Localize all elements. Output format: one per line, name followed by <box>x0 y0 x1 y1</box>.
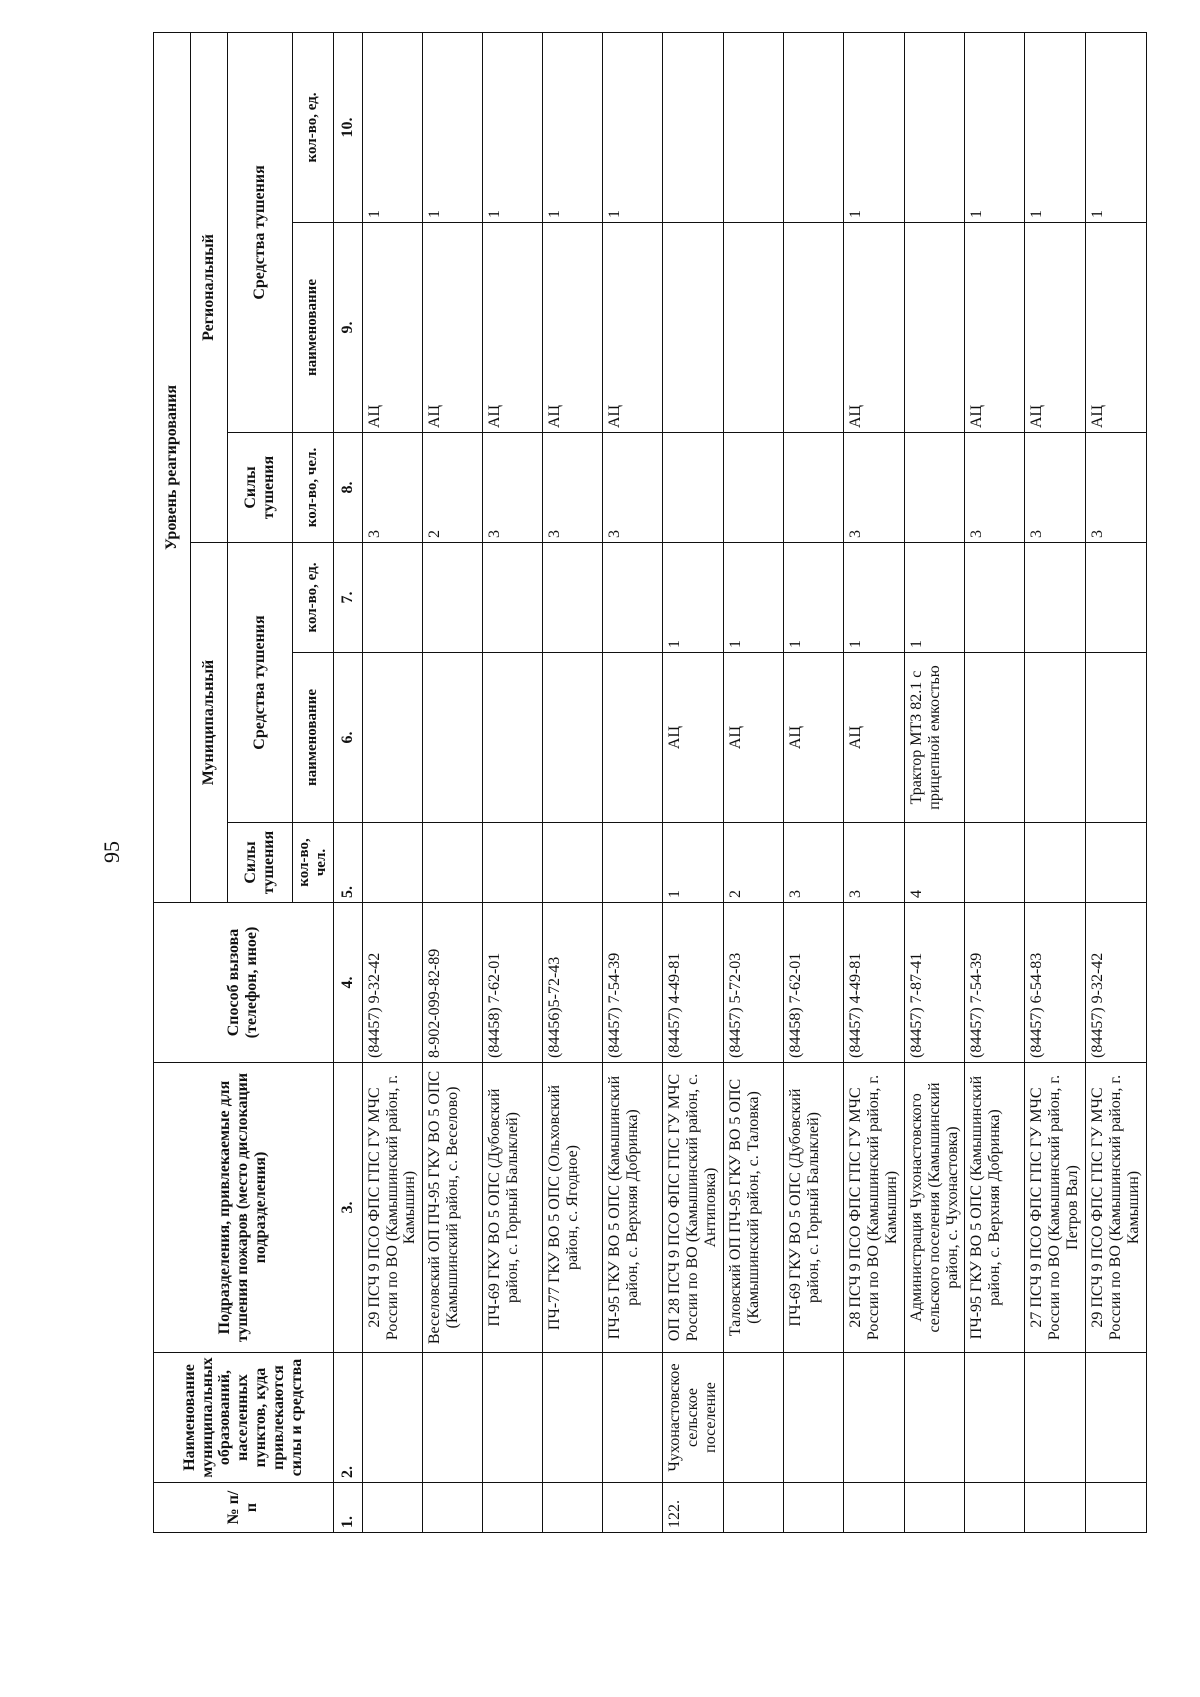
row-municipal-people <box>362 823 423 903</box>
row-unit: ПЧ-69 ГКУ ВО 5 ОПС (Дубовский район, с. Горный Балыклей) <box>784 1063 844 1353</box>
row-municipal-people <box>483 823 543 903</box>
row-phone: (84458) 7-62-01 <box>784 903 844 1063</box>
row-unit: ПЧ-95 ГКУ ВО 5 ОПС (Камышинский район, с. Верхняя Добринка) <box>603 1063 663 1353</box>
row-settlement <box>362 1353 423 1483</box>
rotated-table-container <box>153 33 1173 1533</box>
row-municipal-means-name: АЦ <box>724 653 784 823</box>
row-regional-means-name: АЦ <box>844 223 905 433</box>
row-unit: 29 ПСЧ 9 ПСО ФПС ГПС ГУ МЧС России по ВО (Камышинский район, г. Камышин) <box>362 1063 423 1353</box>
row-regional-people: 3 <box>1025 433 1086 543</box>
row-settlement <box>1025 1353 1086 1483</box>
row-regional-means-qty <box>784 32 844 222</box>
row-regional-means-qty: 1 <box>423 32 483 222</box>
row-regional-means-qty: 1 <box>1025 32 1086 222</box>
row-regional-means-name <box>663 223 724 433</box>
row-unit: Веселовский ОП ПЧ-95 ГКУ ВО 5 ОПС (Камышинский район, с. Веселово) <box>423 1063 483 1353</box>
row-phone: (84458) 7-62-01 <box>483 903 543 1063</box>
table-row <box>663 32 724 1532</box>
row-unit: ПЧ-95 ГКУ ВО 5 ОПС (Камышинский район, с. Верхняя Добринка) <box>965 1063 1025 1353</box>
row-phone: (84457) 6-54-83 <box>1025 903 1086 1063</box>
row-number <box>724 1483 784 1533</box>
row-municipal-means-qty <box>965 543 1025 653</box>
table-row <box>603 32 663 1532</box>
row-settlement <box>1086 1353 1147 1483</box>
row-settlement <box>844 1353 905 1483</box>
row-regional-means-qty <box>724 32 784 222</box>
row-phone: (84457) 9-32-42 <box>362 903 423 1063</box>
row-municipal-people <box>603 823 663 903</box>
header-number: № п/п <box>154 1483 334 1533</box>
column-number: 6. <box>333 653 362 823</box>
row-municipal-means-name: АЦ <box>663 653 724 823</box>
header-settlement: Наименование муниципальных образований, населенных пунктов, куда привлекаются силы и средства <box>154 1353 334 1483</box>
row-unit: 27 ПСЧ 9 ПСО ФПС ГПС ГУ МЧС России по ВО (Камышинский район, г. Петров Вал) <box>1025 1063 1086 1353</box>
row-phone: (84457) 7-87-41 <box>904 903 965 1063</box>
row-regional-means-qty <box>663 32 724 222</box>
header-response-level: Уровень реагирования <box>154 32 191 902</box>
row-regional-people: 3 <box>543 433 603 543</box>
row-regional-means-name <box>784 223 844 433</box>
row-settlement <box>965 1353 1025 1483</box>
row-municipal-means-qty: 1 <box>844 543 905 653</box>
header-r-qty-people: кол-во, чел. <box>293 433 334 543</box>
header-call-method: Способ вызова (телефон, иное) <box>154 903 334 1063</box>
row-unit: Администрация Чухонастовского сельского поселения (Камышинский район, с. Чухонастовка) <box>904 1063 965 1353</box>
row-unit: ПЧ-77 ГКУ ВО 5 ОПС (Ольховский район, с. Ягодное) <box>543 1063 603 1353</box>
row-number <box>904 1483 965 1533</box>
column-number: 4. <box>333 903 362 1063</box>
table-row <box>543 32 603 1532</box>
row-settlement <box>724 1353 784 1483</box>
table-row <box>784 32 844 1532</box>
row-phone: (84457) 7-54-39 <box>603 903 663 1063</box>
row-regional-means-name: АЦ <box>362 223 423 433</box>
header-municipal: Муниципальный <box>191 543 228 903</box>
row-municipal-means-qty: 1 <box>724 543 784 653</box>
row-regional-people <box>784 433 844 543</box>
table-row <box>423 32 483 1532</box>
column-number: 9. <box>333 223 362 433</box>
row-municipal-means-qty <box>483 543 543 653</box>
page-number: 95 <box>99 841 124 863</box>
row-regional-means-qty: 1 <box>844 32 905 222</box>
row-municipal-people <box>1025 823 1086 903</box>
row-municipal-people <box>1086 823 1147 903</box>
column-number: 7. <box>333 543 362 653</box>
row-regional-people: 3 <box>483 433 543 543</box>
header-r-name: наименование <box>293 223 334 433</box>
table-row <box>844 32 905 1532</box>
row-settlement <box>904 1353 965 1483</box>
row-phone: (84457) 4-49-81 <box>663 903 724 1063</box>
row-municipal-people: 3 <box>784 823 844 903</box>
row-regional-people: 3 <box>965 433 1025 543</box>
row-regional-means-qty: 1 <box>543 32 603 222</box>
row-municipal-people: 2 <box>724 823 784 903</box>
row-phone: 8-902-099-82-89 <box>423 903 483 1063</box>
row-settlement <box>603 1353 663 1483</box>
row-municipal-means-name <box>1025 653 1086 823</box>
table-row <box>904 32 965 1532</box>
table-header <box>154 32 363 1532</box>
header-m-name: наименование <box>293 653 334 823</box>
row-number <box>844 1483 905 1533</box>
response-forces-table <box>153 32 1147 1533</box>
row-unit: 28 ПСЧ 9 ПСО ФПС ГПС ГУ МЧС России по ВО (Камышинский район, г. Камышин) <box>844 1063 905 1353</box>
row-regional-people: 3 <box>362 433 423 543</box>
row-settlement <box>483 1353 543 1483</box>
column-number: 10. <box>333 32 362 222</box>
row-regional-people <box>904 433 965 543</box>
column-number: 1. <box>333 1483 362 1533</box>
row-unit: 29 ПСЧ 9 ПСО ФПС ГПС ГУ МЧС России по ВО (Камышинский район, г. Камышин) <box>1086 1063 1147 1353</box>
row-number: 122. <box>663 1483 724 1533</box>
table-row <box>965 32 1025 1532</box>
row-regional-means-qty: 1 <box>965 32 1025 222</box>
header-municipal-forces: Силы тушения <box>228 823 293 903</box>
header-m-qty-units: кол-во, ед. <box>293 543 334 653</box>
row-regional-means-qty: 1 <box>362 32 423 222</box>
row-regional-people <box>724 433 784 543</box>
row-number <box>543 1483 603 1533</box>
row-municipal-means-qty: 1 <box>784 543 844 653</box>
row-regional-means-name: АЦ <box>1025 223 1086 433</box>
row-number <box>1025 1483 1086 1533</box>
row-number <box>603 1483 663 1533</box>
row-municipal-means-name <box>1086 653 1147 823</box>
row-municipal-means-qty: 1 <box>904 543 965 653</box>
row-phone: (84456)5-72-43 <box>543 903 603 1063</box>
header-regional: Региональный <box>191 32 228 542</box>
header-r-qty-units: кол-во, ед. <box>293 32 334 222</box>
row-municipal-means-qty <box>1086 543 1147 653</box>
row-regional-means-qty: 1 <box>483 32 543 222</box>
row-municipal-means-name: АЦ <box>784 653 844 823</box>
row-phone: (84457) 7-54-39 <box>965 903 1025 1063</box>
column-number: 8. <box>333 433 362 543</box>
row-municipal-means-qty <box>543 543 603 653</box>
row-unit: ОП 28 ПСЧ 9 ПСО ФПС ГПС ГУ МЧС России по ВО (Камышинский район, с. Антиповка) <box>663 1063 724 1353</box>
row-number <box>362 1483 423 1533</box>
row-municipal-means-name <box>965 653 1025 823</box>
row-municipal-means-qty <box>603 543 663 653</box>
table-row <box>1086 32 1147 1532</box>
row-municipal-people <box>965 823 1025 903</box>
row-number <box>1086 1483 1147 1533</box>
header-regional-forces: Силы тушения <box>228 433 293 543</box>
row-municipal-people: 4 <box>904 823 965 903</box>
row-regional-means-qty: 1 <box>603 32 663 222</box>
table-frame <box>153 33 1173 1533</box>
row-municipal-people: 1 <box>663 823 724 903</box>
row-phone: (84457) 5-72-03 <box>724 903 784 1063</box>
row-regional-means-name: АЦ <box>603 223 663 433</box>
row-municipal-means-qty: 1 <box>663 543 724 653</box>
header-m-qty-people: кол-во, чел. <box>293 823 334 903</box>
table-row <box>724 32 784 1532</box>
row-municipal-means-name <box>483 653 543 823</box>
row-regional-means-name <box>904 223 965 433</box>
table-row <box>483 32 543 1532</box>
row-regional-people: 3 <box>1086 433 1147 543</box>
column-number: 5. <box>333 823 362 903</box>
row-municipal-means-qty <box>1025 543 1086 653</box>
row-regional-means-qty <box>904 32 965 222</box>
row-phone: (84457) 9-32-42 <box>1086 903 1147 1063</box>
row-regional-people <box>663 433 724 543</box>
table-row <box>1025 32 1086 1532</box>
row-regional-means-name <box>724 223 784 433</box>
table-row <box>362 32 423 1532</box>
header-unit: Подразделения, привлекаемые для тушения пожаров (место дислокации подразделения) <box>154 1063 334 1353</box>
row-number <box>784 1483 844 1533</box>
row-municipal-means-name <box>603 653 663 823</box>
row-settlement <box>423 1353 483 1483</box>
header-regional-means: Средства тушения <box>228 32 293 432</box>
row-municipal-means-name: Трактор МТЗ 82.1 с прицепной емкостью <box>904 653 965 823</box>
column-number: 2. <box>333 1353 362 1483</box>
table-body <box>362 32 1146 1532</box>
row-number <box>423 1483 483 1533</box>
row-regional-people: 3 <box>844 433 905 543</box>
row-regional-means-name: АЦ <box>965 223 1025 433</box>
row-regional-means-name: АЦ <box>483 223 543 433</box>
row-regional-means-name: АЦ <box>1086 223 1147 433</box>
row-number <box>483 1483 543 1533</box>
header-municipal-means: Средства тушения <box>228 543 293 823</box>
row-regional-means-qty: 1 <box>1086 32 1147 222</box>
row-municipal-people <box>423 823 483 903</box>
row-settlement <box>543 1353 603 1483</box>
row-municipal-means-name <box>423 653 483 823</box>
row-number <box>965 1483 1025 1533</box>
row-settlement <box>784 1353 844 1483</box>
row-phone: (84457) 4-49-81 <box>844 903 905 1063</box>
row-municipal-people: 3 <box>844 823 905 903</box>
row-regional-means-name: АЦ <box>423 223 483 433</box>
row-settlement: Чухонастовское сельское поселение <box>663 1353 724 1483</box>
row-unit: ПЧ-69 ГКУ ВО 5 ОПС (Дубовский район, с. Горный Балыклей) <box>483 1063 543 1353</box>
row-unit: Таловский ОП ПЧ-95 ГКУ ВО 5 ОПС (Камышинский район, с. Таловка) <box>724 1063 784 1353</box>
row-municipal-means-name <box>543 653 603 823</box>
row-regional-means-name: АЦ <box>543 223 603 433</box>
row-municipal-means-qty <box>362 543 423 653</box>
row-regional-people: 3 <box>603 433 663 543</box>
column-number: 3. <box>333 1063 362 1353</box>
row-municipal-means-name: АЦ <box>844 653 905 823</box>
row-municipal-means-qty <box>423 543 483 653</box>
row-municipal-people <box>543 823 603 903</box>
row-regional-people: 2 <box>423 433 483 543</box>
row-municipal-means-name <box>362 653 423 823</box>
